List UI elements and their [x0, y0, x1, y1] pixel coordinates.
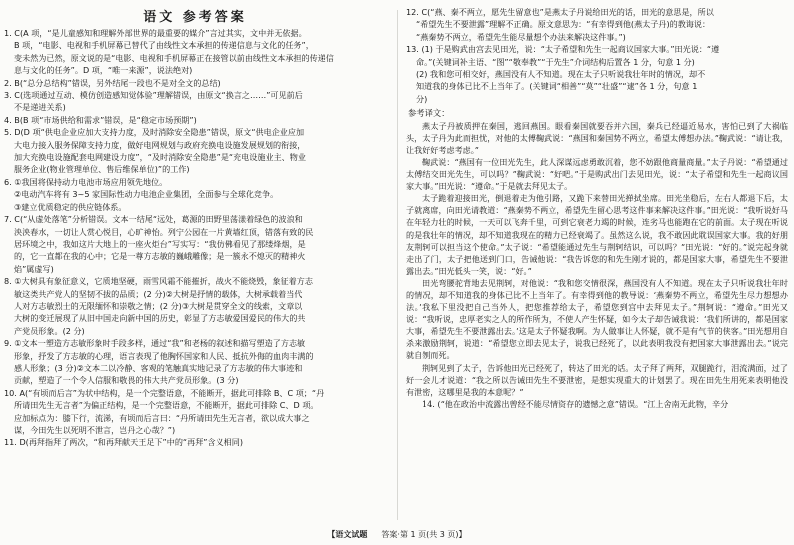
translation-paragraph: 鞠武说：“燕国有一位田光先生，此人深谋远虑勇敢沉着，您不妨跟他商量商量。”太子丹说：“希望通过太傅结交田光先生，可以吗？”鞠武说：“好吧。”于是购武出门去见田光，说：“太子希望和先生一起商议国家大事。”田光说：“遵命。”于是就去拜见太子。 — [406, 156, 788, 192]
answer-line: B 项，“电影、电视和手机屏幕已替代了由线性文本承担的传递信息与文化的任务”， — [14, 40, 314, 51]
answer-line: 2. B(“总分总结构”错误，另外结尾一段也不是对全文的总结) — [4, 77, 221, 88]
answer-line: 所请田先生无言者”为偏正结构，是一个完整语意，不能断开，据此可排除 C、D 项。 — [14, 400, 319, 411]
answer-line: “燕秦势不两立，希望先生能尽量想个办法来解决这件事。”) — [416, 31, 626, 42]
answer-line: 服务企业(物业管理单位、售后维保单位)”的工作) — [14, 164, 190, 175]
answer-line: 知道我的身体已比不上当年了。(关键词“相善”“莫”“壮盛”“逮”各 1 分，句意 1 — [416, 81, 698, 92]
answer-line: 11. D(再拜指拜了两次，“和再拜献天王足下”中的“再拜”含义相同) — [4, 437, 244, 448]
answer-line: 加大充换电设施配套电网建设力度”，“及时消除安全隐患”是“充电设施业主、物业 — [14, 152, 306, 163]
answer-line: 分) — [416, 93, 428, 104]
answer-line: 10. A(“有顷而后言”为状中结构，是一个完整语意，不能断开，据此可排除 B、C 项；“丹 — [4, 387, 325, 398]
right-answers — [406, 6, 788, 105]
answer-line: 应加标点为：膝下行，流涕，有顷而后言曰：“丹所请田先生无言者，欲以成大事之 — [14, 412, 310, 423]
answer-line: 不是递进关系) — [14, 102, 66, 113]
answer-line: 变未然为已然，原文说的是“电影、电视和手机屏幕正在接管以前由线性文本承担的传递信 — [14, 52, 334, 63]
answer-line: 9. ①文本一塑造方志敏形象时手段多样，通过“我”和老杨的叙述和描写塑造了方志敏 — [4, 338, 306, 349]
answer-line: “希望先生不要泄露”理解不正确。原文意思为：“有幸得到他(燕太子丹)的教诲说： — [416, 19, 711, 30]
answer-line: 1. C(A 项，“是儿童感知和理解外部世界的最重要的媒介”言过其实，文中并无依据。 — [4, 28, 307, 38]
right-column — [406, 0, 788, 410]
answer-line: 的，它一直都在我的心中；它是一尊方志敏的巍峨雕像；是一簇永不熄灭的精神火 — [14, 251, 306, 262]
answer-line: ②电动汽车将有 3~5 家国际性动力电池企业集团，全面参与全球化竞争。 — [14, 189, 279, 200]
left-answers — [4, 27, 386, 449]
answer-line: 形象，抒发了方志敏的心理，语言表现了他胸怀国家和人民、抵抗外侮的血肉丰满的 — [14, 350, 314, 361]
reference-translation — [406, 120, 788, 410]
answer-line: 12. C(“燕、秦不两立，愿先生留意也”是燕太子丹说给田光的话，田光的意思是，所以 — [406, 7, 714, 17]
answer-line: 贡献，塑造了一个令人信服和敬畏的伟大共产党员形象。(3 分) — [14, 375, 239, 386]
reference-translation-heading: 参考译文： — [408, 108, 450, 119]
answer-line: 6. ①我国将保持动力电池市场应用领先地位。 — [4, 176, 168, 187]
translation-paragraph: 太子跪着迎接田光，倒退着走为他引路，又跪下来替田光掸拭坐席。田光坐稳后，左右人都退下后，太子就离席，向田光请教道：“燕秦势不两立，希望先生留心思考这件事来解决这件事。”田光说：“我听说好马在年轻力壮的时候，一天可以飞奔千里，可到它衰老力竭的时候，连劣马也能跑在它的前面。太子现在听说的是我壮年的情况，却不知道我现在的精力已经衰竭了。虽然这么说，我不敢因此耽误国家大事。我的好朋友荆轲可以担当这个使命。”太子说：“希望能通过先生与荆轲结识，可以吗？”田光说：“好的。”说完起身就走出了门，太子把他送到门口，告诫他说：“我告诉您的和先生刚才说的，都是国家大事，希望先生不要泄露出去。”田光低头一笑，说：“好。” — [406, 193, 788, 276]
answer-line: 感人形象；(3 分)②文本二以冷静、客观的笔触真实地记录了方志敏的伟大事迹和 — [14, 362, 303, 373]
answer-line: 3. C(选项通过互动、模仿创造感知觉体验”理解错误，由原文“换言之……”可见前后 — [4, 90, 303, 101]
footer-label: 【语文试题 — [327, 530, 368, 539]
answer-line: 8. ①大树具有象征意义，它质地坚硬，雨雪风霜不能摧折，战火不能烧毁，象征着方志 — [4, 276, 313, 287]
answer-line: 产党员形象。(2 分) — [14, 325, 85, 336]
answer-line: 居环境之中，我如这片大地上的一座火炬台”写实写：“我仿佛看见了那缕烽烟，是 — [14, 238, 306, 249]
answer-line: 谋，今田先生以死明不泄言，岂丹之心哉？”) — [14, 425, 176, 435]
translation-paragraph: 燕太子丹被质押在秦国，逃回燕国。眼看秦国就要吞并六国，秦兵已经逼近易水，害怕已到了大祸临头，太子丹为此而担忧，对他的太傅鞠武说：“燕国和秦国势不两立，希望太傅想办法。”鞠武说：“请让我，让我好好考虑考虑。” — [406, 120, 788, 155]
answer-line: 5. D(D 项“供电企业应加大支持力度，及时消除安全隐患”错误，原文“供电企业应加 — [4, 127, 305, 138]
answer-line: 焰”属虚写) — [14, 263, 54, 274]
answer-line: 泱泱春水，一切让人赏心悦目，心旷神怡。列宁公园在一片黄墙红顶，错落有致的民 — [14, 226, 314, 237]
answer-line: 人对方志敏烈士的无限缅怀和崇敬之情；(2 分)③大树是贯穿全文的线索，文章以 — [14, 300, 303, 311]
answer-line: ③建立优质稳定的供应链体系。 — [14, 201, 127, 212]
answer-line: 敏这类共产党人的坚韧不拔的品质；(2 分)②大树是抒情的载体，大树承载着当代 — [14, 288, 303, 299]
answer-line: 大电力接入服务保障支持力度，做好电网规划与政府充换电设施发展规划的衔接， — [14, 139, 306, 150]
answer-line: 息与文化的任务”。D 项，“唯一来源”，说法绝对) — [14, 65, 193, 76]
page-title: 语文 参考答案 — [143, 10, 247, 25]
footer-page-info: 答案·第 1 页(共 3 页)】 — [381, 530, 467, 539]
answer-line: 13. (1) 于是购武由宫去见田光，说：“太子希望和先生一起商议国家大事。”田光说：“遵 — [406, 44, 720, 55]
left-column — [4, 0, 386, 449]
answer-line: (2) 我和您可相交好，燕国没有人不知道。现在太子只听说我壮年时的情况，却不 — [416, 69, 706, 80]
translation-paragraph: 14. (“他在政治中流露出曾经不能尽情资存的遗憾之意”错误。“江上舍南无此物，辛分 — [422, 398, 729, 409]
answer-line: 4. B(B 项“市场供给和需求”错误，是“稳定市场预期”) — [4, 114, 197, 125]
translation-paragraph: 田光弯腰驼背地去见荆轲，对他说：“我和您交情很深，燕国没有人不知道。现在太子只听说我壮年时的情况，却不知道我的身体已比不上当年了。有幸得到他的教导说：‘燕秦势不两立，希望先生尽力想想办法。’我私下里没把自己当外人，把您推荐给太子，希望您到宫中去拜见太子。”荆轲说：“遵命。”田光又说：“我听说，忠厚老实之人的所作所为，不使人产生怀疑，如今太子却告诫我说：‘我们所讲的，都是国家大事，希望先生不要泄露出去。’这是太子怀疑我啊。为人做事让人怀疑，就不是有气节的侠客。”田光想用自杀来激励荆轲，说道：“希望您立即去见太子，说我已经死了，以此表明我没有把国家大事泄露出去。”说完就自刎而死。 — [406, 277, 788, 361]
answer-line: 7. C(“从虚处落笔”分析错误。文本一结尾“远处，葛源的田野里荡漾着绿色的波浪和 — [4, 214, 303, 225]
answer-line: 命。”(关键词补主语、“图”“敬奉教”“于先生”介词结构后置各 1 分，句意 1 分) — [416, 56, 695, 67]
translation-paragraph: 荆轲见到了太子，告诉他田光已经死了，转达了田光的话。太子拜了两拜，双腿跪行，泪流满面，过了好一会儿才说道：“我之所以告诫田先生不要泄密，是想实现重大的计划罢了。现在田先生用死来表明他没有泄密，这哪里是我的本意呢？” — [406, 362, 788, 397]
column-divider — [397, 10, 398, 520]
page-footer — [0, 529, 794, 540]
answer-line: 大树的变迁展现了从旧中国走向新中国的历史，彰显了方志敏爱国爱民的伟大的共 — [14, 313, 306, 324]
